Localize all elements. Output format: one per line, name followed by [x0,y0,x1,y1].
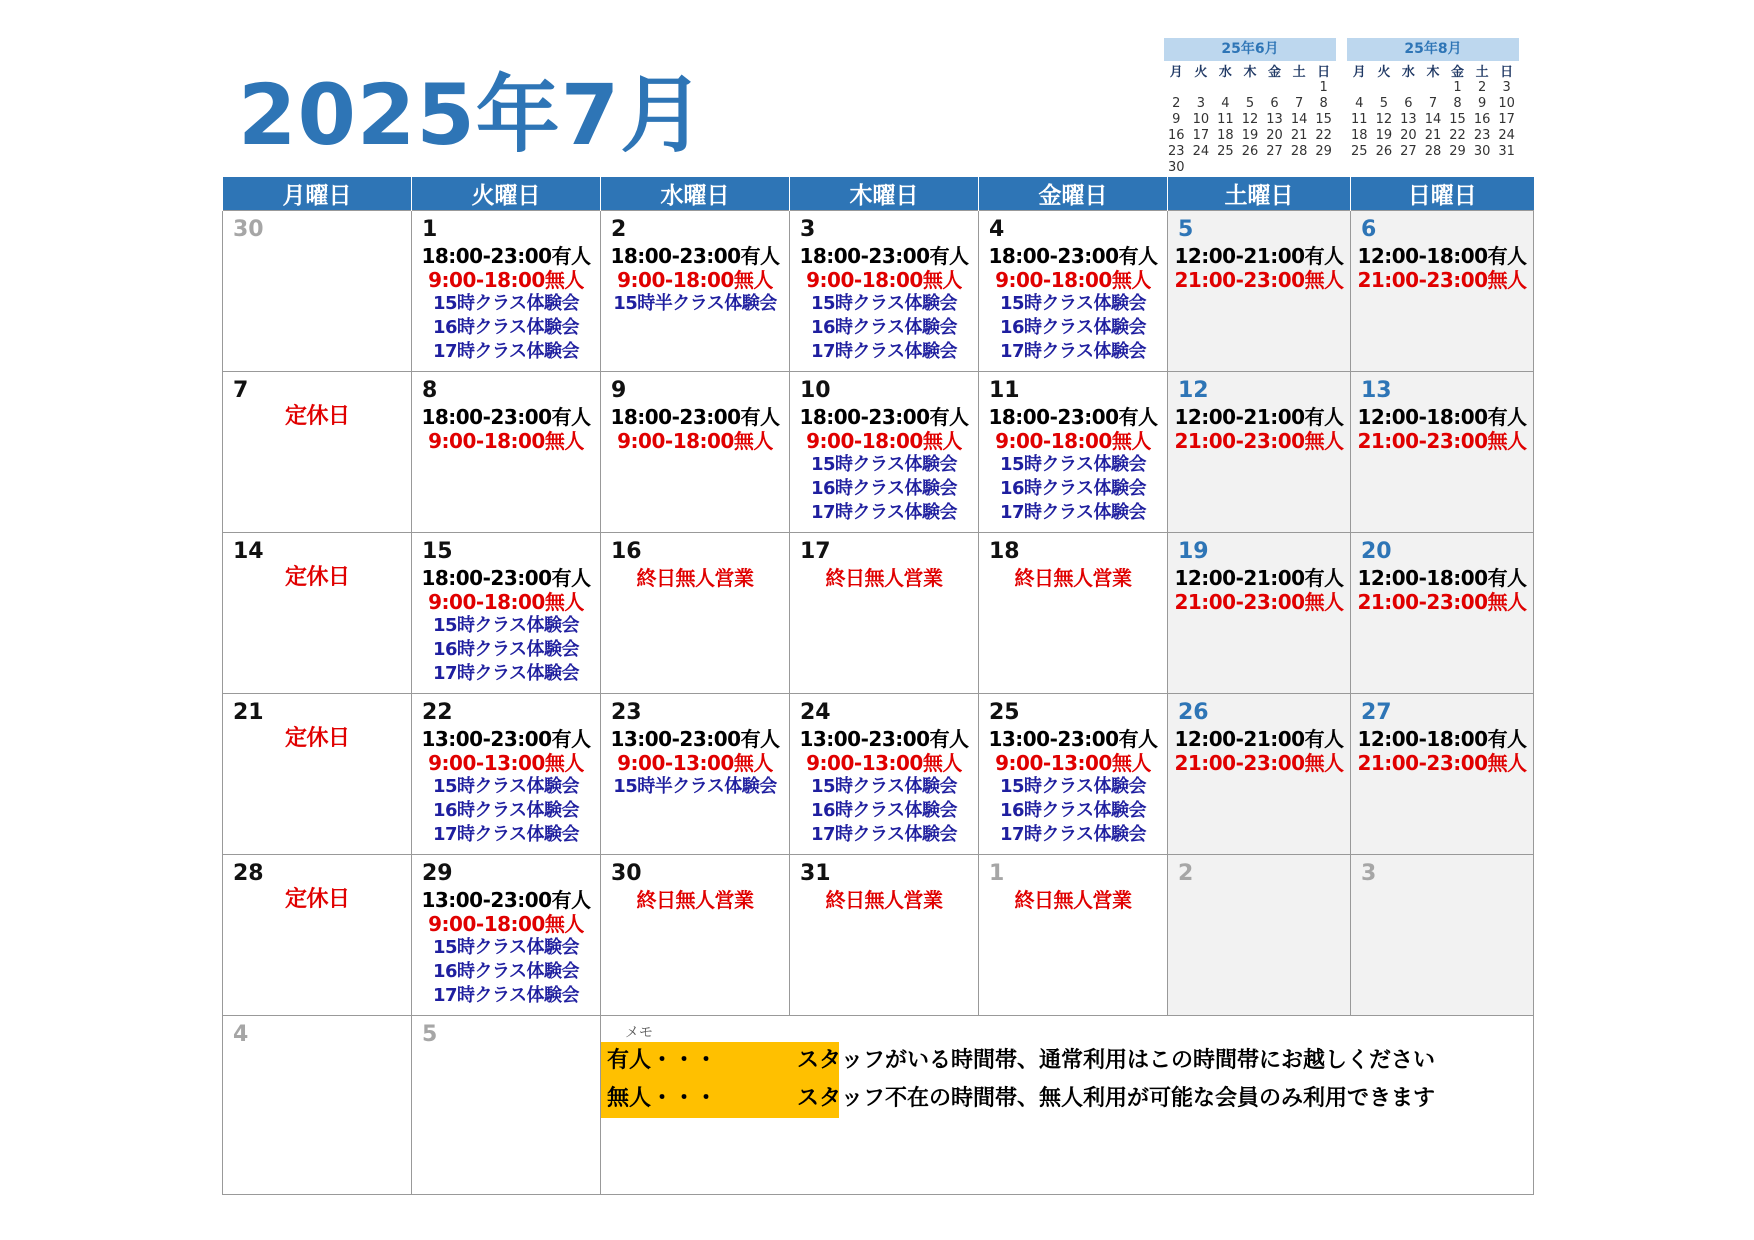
trial-class: 15時クラス体験会 [432,615,579,636]
legend-key: 有人・・・ [601,1042,839,1080]
unstaffed-hours: 9:00-18:00無人 [617,268,773,292]
staffed-hours: 18:00-23:00有人 [799,405,969,429]
day-cell [979,211,1168,372]
unstaffed-hours: 終日無人営業 [636,888,754,912]
day-number: 12 [1178,378,1209,403]
mini-weekday-label: 火 [1194,65,1208,80]
staffed-hours: 12:00-21:00有人 [1174,727,1344,751]
staffed-hours: 18:00-23:00有人 [610,405,780,429]
trial-class: 17時クラス体験会 [810,341,957,362]
staffed-hours: 18:00-23:00有人 [421,244,591,268]
mini-day-cell: 20 [1266,128,1283,143]
unstaffed-hours: 21:00-23:00無人 [1174,429,1344,453]
mini-day-cell: 10 [1498,96,1515,111]
unstaffed-hours: 9:00-13:00無人 [806,751,962,775]
mini-day-cell [1347,80,1372,96]
legend-description: スタッフがいる時間帯、通常利用はこの時間帯にお越しください [797,1048,1436,1073]
day-cell [790,694,979,855]
mini-day-cell: 21 [1424,128,1442,143]
mini-week-row [1347,96,1519,112]
mini-day-cell: 1 [1319,80,1328,95]
mini-day-cell [1396,80,1421,96]
legend-row [601,1042,1533,1080]
trial-class: 16時クラス体験会 [810,800,957,821]
day-number: 19 [1178,539,1209,564]
day-cell [790,533,979,694]
mini-week-row [1347,128,1519,144]
day-number: 17 [800,539,831,564]
unstaffed-hours: 9:00-13:00無人 [617,751,773,775]
day-number: 7 [233,378,249,403]
mini-weekday-label: 月 [1352,65,1366,80]
unstaffed-hours: 9:00-18:00無人 [428,429,584,453]
unstaffed-hours: 終日無人営業 [825,566,943,590]
unstaffed-hours: 21:00-23:00無人 [1174,751,1344,775]
day-cell [601,211,790,372]
trial-class: 17時クラス体験会 [999,341,1146,362]
unstaffed-hours: 終日無人営業 [1014,566,1132,590]
staffed-hours: 13:00-23:00有人 [988,727,1158,751]
weekday-header: 月曜日 [223,177,412,211]
unstaffed-hours: 21:00-23:00無人 [1357,590,1527,614]
unstaffed-hours: 21:00-23:00無人 [1357,429,1527,453]
unstaffed-hours: 9:00-18:00無人 [428,590,584,614]
day-cell [1168,533,1351,694]
trial-class: 16時クラス体験会 [432,639,579,660]
weekday-header: 火曜日 [412,177,601,211]
day-number: 30 [611,861,642,886]
trial-class: 15時クラス体験会 [432,293,579,314]
mini-day-cell: 22 [1315,128,1332,143]
day-cell [979,855,1168,1016]
day-cell [1168,855,1351,1016]
day-cell [1351,533,1534,694]
staffed-hours: 13:00-23:00有人 [610,727,780,751]
day-cell [1168,694,1351,855]
mini-day-cell: 6 [1270,96,1279,111]
mini-day-cell: 7 [1294,96,1304,111]
mini-calendar-header: 25年8月 [1347,38,1519,61]
trial-class: 15時クラス体験会 [999,293,1146,314]
mini-day-cell: 7 [1428,96,1438,111]
unstaffed-hours: 9:00-18:00無人 [806,429,962,453]
staffed-hours: 13:00-23:00有人 [421,888,591,912]
mini-day-cell: 13 [1266,112,1283,127]
day-cell [412,855,601,1016]
unstaffed-hours: 9:00-18:00無人 [995,429,1151,453]
mini-day-cell: 26 [1375,144,1393,159]
trial-class: 17時クラス体験会 [999,824,1146,845]
mini-day-cell [1189,80,1214,96]
day-cell [979,372,1168,533]
mini-day-cell: 12 [1241,112,1259,127]
mini-day-cell: 22 [1449,128,1466,143]
unstaffed-hours: 21:00-23:00無人 [1174,268,1344,292]
day-number: 25 [989,700,1020,725]
staffed-hours: 18:00-23:00有人 [610,244,780,268]
trial-class: 17時クラス体験会 [432,824,579,845]
mini-day-cell: 23 [1168,144,1185,159]
day-number: 2 [1178,861,1194,886]
day-cell [412,694,601,855]
trial-class: 16時クラス体験会 [810,478,957,499]
mini-weekday-label: 木 [1426,65,1440,80]
staffed-hours: 18:00-23:00有人 [988,244,1158,268]
mini-week-row [1164,112,1336,128]
week-row [223,1016,1534,1195]
trial-class: 16時クラス体験会 [999,800,1146,821]
day-number: 5 [422,1022,438,1047]
day-number: 2 [611,217,627,242]
unstaffed-hours: 終日無人営業 [636,566,754,590]
weekday-header: 金曜日 [979,177,1168,211]
mini-day-cell: 8 [1319,96,1328,111]
trial-class: 15時クラス体験会 [810,776,957,797]
unstaffed-hours: 9:00-18:00無人 [428,268,584,292]
mini-day-cell: 31 [1498,144,1515,159]
mini-day-cell [1262,160,1287,176]
mini-day-cell: 20 [1400,128,1417,143]
mini-day-cell: 29 [1315,144,1332,159]
mini-calendar-grid [1164,61,1336,176]
mini-day-cell: 8 [1453,96,1462,111]
mini-day-cell: 29 [1449,144,1466,159]
trial-class: 15時半クラス体験会 [613,776,777,797]
mini-day-cell: 2 [1172,96,1181,111]
legend-description: スタッフ不在の時間帯、無人利用が可能な会員のみ利用できます [797,1086,1436,1111]
staffed-hours: 18:00-23:00有人 [421,566,591,590]
mini-day-cell: 25 [1351,144,1368,159]
mini-week-row [1164,160,1336,176]
mini-day-cell: 28 [1290,144,1308,159]
day-number: 8 [422,378,438,403]
week-row [223,211,1534,372]
week-row [223,694,1534,855]
mini-day-cell: 17 [1192,128,1210,143]
day-number: 4 [233,1022,249,1047]
day-cell [412,1016,601,1195]
day-cell [601,533,790,694]
mini-weekday-label: 日 [1500,65,1514,80]
mini-week-row [1164,128,1336,144]
mini-day-cell: 18 [1217,128,1234,143]
mini-day-cell: 11 [1217,112,1234,127]
mini-day-cell: 14 [1424,112,1442,127]
mini-week-row [1347,80,1519,96]
day-number: 15 [422,539,453,564]
mini-day-cell [1262,80,1287,96]
trial-class: 15時クラス体験会 [810,454,957,475]
weekday-header: 日曜日 [1351,177,1534,211]
mini-day-cell: 3 [1502,80,1511,95]
closed-day: 定休日 [285,404,350,429]
mini-day-cell [1164,80,1189,96]
day-number: 5 [1178,217,1194,242]
day-number: 11 [989,378,1020,403]
mini-week-row [1164,96,1336,112]
day-cell [1351,211,1534,372]
mini-day-cell: 3 [1196,96,1205,111]
weekday-header-row [223,177,1534,211]
mini-day-cell: 9 [1172,112,1181,127]
mini-day-cell: 11 [1351,112,1368,127]
unstaffed-hours: 21:00-23:00無人 [1357,268,1527,292]
mini-day-cell: 9 [1477,96,1487,111]
mini-day-cell [1421,80,1446,96]
mini-day-cell [1189,160,1214,176]
day-number: 1 [989,861,1005,886]
unstaffed-hours: 9:00-18:00無人 [617,429,773,453]
mini-day-cell: 16 [1168,128,1185,143]
day-cell [412,372,601,533]
mini-day-cell: 15 [1449,112,1466,127]
day-cell [790,211,979,372]
staffed-hours: 12:00-21:00有人 [1174,244,1344,268]
staffed-hours: 12:00-18:00有人 [1357,244,1527,268]
day-cell [979,694,1168,855]
staffed-hours: 18:00-23:00有人 [799,244,969,268]
closed-day: 定休日 [285,565,350,590]
unstaffed-hours: 9:00-18:00無人 [806,268,962,292]
day-cell [412,533,601,694]
unstaffed-hours: 9:00-18:00無人 [428,912,584,936]
day-cell [790,372,979,533]
mini-day-cell [1372,80,1397,96]
weekday-header: 木曜日 [790,177,979,211]
weekday-header: 土曜日 [1168,177,1351,211]
mini-weekday-label: 水 [1218,65,1232,80]
day-number: 23 [611,700,642,725]
mini-day-cell: 16 [1473,112,1491,127]
mini-day-cell: 5 [1379,96,1388,111]
day-number: 9 [611,378,627,403]
mini-day-cell [1238,80,1263,96]
staffed-hours: 12:00-18:00有人 [1357,727,1527,751]
day-number: 16 [611,539,642,564]
day-cell [1351,694,1534,855]
legend-key: 無人・・・ [601,1080,839,1118]
day-cell [979,533,1168,694]
day-number: 21 [233,700,264,725]
unstaffed-hours: 終日無人営業 [1014,888,1132,912]
mini-day-cell: 28 [1424,144,1442,159]
mini-day-cell: 30 [1168,160,1185,175]
trial-class: 17時クラス体験会 [810,502,957,523]
staffed-hours: 13:00-23:00有人 [799,727,969,751]
day-number: 18 [989,539,1020,564]
mini-calendar-august [1347,38,1519,160]
unstaffed-hours: 終日無人営業 [825,888,943,912]
mini-week-row [1164,144,1336,160]
mini-day-cell: 10 [1192,112,1210,127]
day-number: 10 [800,378,831,403]
day-cell [412,211,601,372]
day-number: 14 [233,539,264,564]
mini-week-row [1347,112,1519,128]
mini-day-cell: 13 [1400,112,1417,127]
mini-day-cell: 24 [1192,144,1210,159]
mini-weekday-label: 月 [1169,65,1183,80]
mini-day-cell: 26 [1241,144,1259,159]
trial-class: 15時クラス体験会 [432,776,579,797]
day-cell [223,372,412,533]
trial-class: 17時クラス体験会 [432,663,579,684]
mini-day-cell: 4 [1221,96,1230,111]
month-calendar [222,177,1534,1195]
day-cell [1168,211,1351,372]
staffed-hours: 18:00-23:00有人 [421,405,591,429]
mini-day-cell: 18 [1351,128,1368,143]
mini-day-cell [1311,160,1336,176]
trial-class: 15時クラス体験会 [999,776,1146,797]
memo-cell [601,1016,1534,1195]
day-number: 26 [1178,700,1209,725]
unstaffed-hours: 9:00-13:00無人 [995,751,1151,775]
day-number: 24 [800,700,831,725]
day-cell [1168,372,1351,533]
trial-class: 15時クラス体験会 [999,454,1146,475]
day-cell [601,855,790,1016]
trial-class: 17時クラス体験会 [432,341,579,362]
mini-day-cell: 24 [1498,128,1515,143]
mini-day-cell: 27 [1266,144,1283,159]
day-cell [223,694,412,855]
trial-class: 16時クラス体験会 [432,800,579,821]
mini-day-cell: 1 [1453,80,1462,95]
staffed-hours: 18:00-23:00有人 [988,405,1158,429]
mini-day-cell [1238,160,1263,176]
day-cell [1351,855,1534,1016]
day-number: 29 [422,861,453,886]
mini-weekday-label: 土 [1292,65,1306,80]
mini-weekday-label: 木 [1243,65,1257,80]
mini-day-cell: 5 [1245,96,1255,111]
mini-day-cell [1287,160,1312,176]
day-number: 3 [800,217,816,242]
day-number: 1 [422,217,438,242]
mini-day-cell: 25 [1217,144,1234,159]
staffed-hours: 12:00-18:00有人 [1357,566,1527,590]
trial-class: 15時クラス体験会 [810,293,957,314]
day-cell [1351,372,1534,533]
trial-class: 16時クラス体験会 [432,961,579,982]
mini-day-cell [1287,80,1312,96]
staffed-hours: 12:00-21:00有人 [1174,405,1344,429]
day-number: 4 [989,217,1005,242]
closed-day: 定休日 [285,887,350,912]
mini-week-row [1347,144,1519,160]
mini-day-cell: 6 [1404,96,1413,111]
mini-day-cell [1213,80,1238,96]
day-number: 20 [1361,539,1392,564]
weekday-header: 水曜日 [601,177,790,211]
mini-day-cell: 12 [1375,112,1393,127]
day-number: 27 [1361,700,1392,725]
mini-weekday-label: 日 [1317,65,1331,80]
day-number: 3 [1361,861,1377,886]
legend-row [601,1080,1533,1118]
staffed-hours: 12:00-18:00有人 [1357,405,1527,429]
unstaffed-hours: 9:00-18:00無人 [995,268,1151,292]
day-cell [223,1016,412,1195]
mini-day-cell: 17 [1498,112,1515,127]
day-cell [223,211,412,372]
mini-day-cell: 14 [1290,112,1308,127]
mini-day-cell: 19 [1375,128,1393,143]
unstaffed-hours: 21:00-23:00無人 [1357,751,1527,775]
mini-calendar-june [1164,38,1336,176]
mini-calendar-grid [1347,61,1519,160]
day-number: 31 [800,861,831,886]
day-cell [223,533,412,694]
mini-day-cell: 2 [1477,80,1487,95]
trial-class: 16時クラス体験会 [999,478,1146,499]
trial-class: 15時クラス体験会 [432,937,579,958]
day-cell [601,372,790,533]
mini-weekday-label: 水 [1401,65,1415,80]
mini-weekday-label: 土 [1475,65,1489,80]
trial-class: 17時クラス体験会 [432,985,579,1006]
day-number: 6 [1361,217,1377,242]
trial-class: 16時クラス体験会 [999,317,1146,338]
day-cell [601,694,790,855]
mini-day-cell: 21 [1290,128,1308,143]
memo-label: メモ [625,1025,653,1041]
staffed-hours: 12:00-21:00有人 [1174,566,1344,590]
mini-day-cell: 30 [1473,144,1491,159]
day-cell [223,855,412,1016]
mini-day-cell: 19 [1241,128,1259,143]
mini-day-cell: 4 [1355,96,1364,111]
trial-class: 17時クラス体験会 [810,824,957,845]
trial-class: 16時クラス体験会 [432,317,579,338]
trial-class: 16時クラス体験会 [810,317,957,338]
mini-week-row [1164,80,1336,96]
trial-class: 15時半クラス体験会 [613,293,777,314]
day-number: 13 [1361,378,1392,403]
trial-class: 17時クラス体験会 [999,502,1146,523]
mini-day-cell: 27 [1400,144,1417,159]
week-row [223,533,1534,694]
mini-calendar-header: 25年6月 [1164,38,1336,61]
unstaffed-hours: 9:00-13:00無人 [428,751,584,775]
day-number: 30 [233,217,264,242]
staffed-hours: 13:00-23:00有人 [421,727,591,751]
day-cell [790,855,979,1016]
mini-weekday-label: 金 [1268,65,1282,80]
mini-day-cell: 23 [1473,128,1491,143]
mini-weekday-label: 金 [1451,65,1465,80]
mini-weekday-label: 火 [1377,65,1391,80]
day-number: 28 [233,861,264,886]
closed-day: 定休日 [285,726,350,751]
mini-day-cell [1213,160,1238,176]
day-number: 22 [422,700,453,725]
mini-day-cell: 15 [1315,112,1332,127]
page-title: 2025年7月 [238,66,706,164]
week-row [223,372,1534,533]
unstaffed-hours: 21:00-23:00無人 [1174,590,1344,614]
week-row [223,855,1534,1016]
